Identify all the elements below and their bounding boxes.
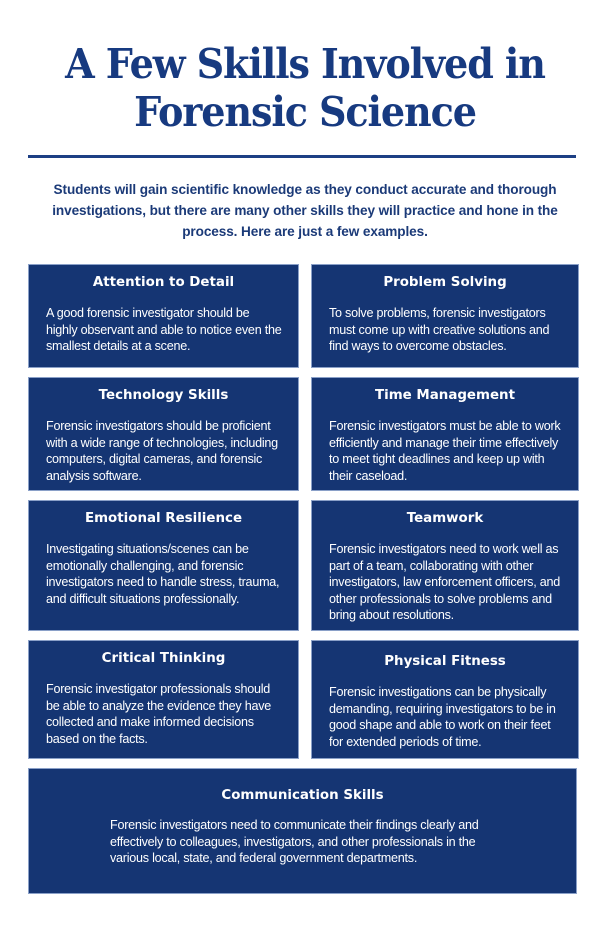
skill-card-communication-skills — [28, 768, 577, 894]
skill-card-title: Teamwork — [406, 511, 484, 526]
skill-card-title: Technology Skills — [98, 388, 229, 403]
skill-card-description: Forensic investigators need to work well as part of a team, collaborating with other investigators, law enforcement officers, and other professionals to solve problems and bring about resolutions. — [329, 542, 560, 622]
skill-card-description: Forensic investigations can be physically demanding, requiring investigators to be in good shape and able to work on their feet for extended periods of time. — [329, 685, 556, 749]
skill-card-title: Critical Thinking — [101, 651, 226, 666]
skill-card-technology-skills — [28, 377, 299, 491]
skill-card-description: A good forensic investigator should be highly observant and able to notice even the smallest details at a scene. — [46, 306, 282, 353]
skill-card-critical-thinking — [28, 640, 299, 759]
skill-card-teamwork — [311, 500, 579, 631]
skill-card-description: To solve problems, forensic investigators must come up with creative solutions and find ways to overcome obstacles. — [329, 306, 550, 353]
skill-card-description: Forensic investigator professionals should be able to analyze the evidence they have collected and make informed decisions based on the facts. — [46, 682, 272, 746]
page-title-line-1: A Few Skills Involved in — [65, 40, 545, 88]
skill-card-title: Physical Fitness — [384, 654, 506, 669]
skill-card-description: Forensic investigators must be able to work efficiently and manage their time effectively to meet tight deadlines and keep up with their caseload. — [329, 419, 561, 483]
skill-card-physical-fitness — [311, 640, 579, 759]
intro-paragraph: Students will gain scientific knowledge as they conduct accurate and thorough investigations, but there are many other skills they will practice and hone in the process. Here are just a few examples. — [52, 182, 558, 239]
skill-card-title: Time Management — [375, 388, 515, 403]
skill-card-emotional-resilience — [28, 500, 299, 631]
page-title — [21, 40, 588, 136]
skill-card-time-management — [311, 377, 579, 491]
skill-card-title: Problem Solving — [383, 275, 507, 290]
skill-card-attention-to-detail — [28, 264, 299, 368]
skill-card-description: Investigating situations/scenes can be emotionally challenging, and forensic investigators need to handle stress, trauma, and difficult situations professionally. — [46, 542, 280, 606]
skill-card-description: Forensic investigators should be proficient with a wide range of technologies, including computers, digital cameras, and forensic analysis software. — [46, 419, 278, 483]
title-divider — [28, 155, 576, 158]
skill-card-title: Emotional Resilience — [84, 511, 243, 526]
page-title-line-2: Forensic Science — [134, 88, 476, 136]
skill-card-description: Forensic investigators need to communicate their findings clearly and effectively to colleagues, investigators, and other professionals in the various local, state, and federal government departments. — [110, 818, 479, 865]
skill-card-title: Communication Skills — [221, 788, 384, 803]
skill-card-problem-solving — [311, 264, 579, 368]
skill-card-title: Attention to Detail — [92, 275, 235, 290]
